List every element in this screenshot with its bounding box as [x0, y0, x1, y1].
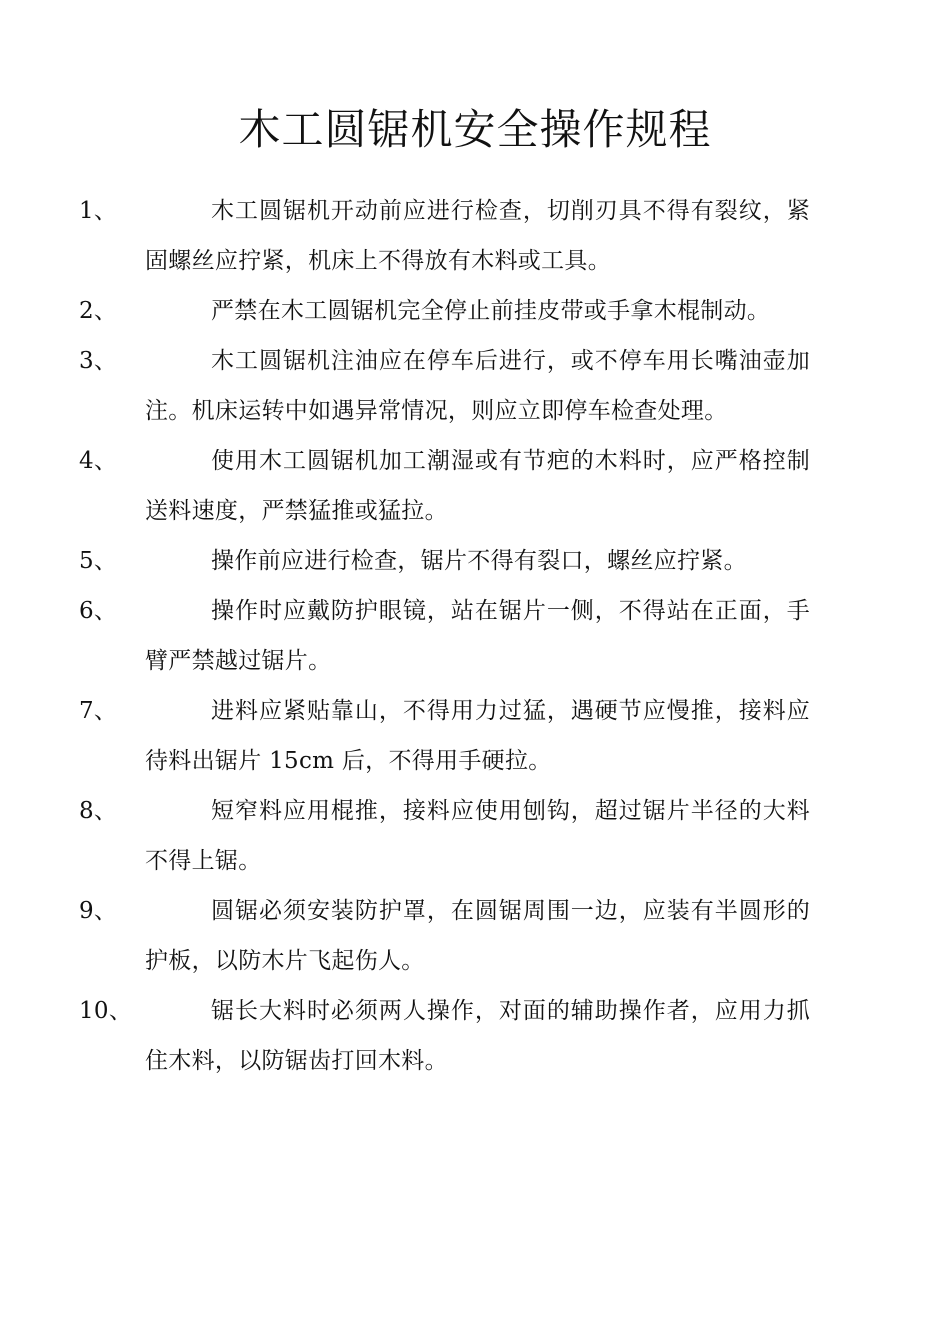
document-title: 木工圆锯机安全操作规程: [238, 105, 712, 154]
rule-number: 2、: [79, 298, 118, 324]
rule-item: [79, 586, 810, 686]
rule-number: 7、: [79, 698, 118, 724]
rule-item: [79, 286, 810, 336]
rule-item: [79, 786, 810, 886]
rule-number: 5、: [79, 548, 118, 574]
rule-number: 3、: [79, 348, 118, 374]
rule-item: [79, 436, 810, 536]
rule-number: 6、: [79, 598, 118, 624]
rule-text: 进料应紧贴靠山，不得用力过猛，遇硬节应慢推，接料应待料出锯片 15cm 后，不得用手硬拉。: [145, 698, 810, 774]
rule-text: 使用木工圆锯机加工潮湿或有节疤的木料时，应严格控制送料速度，严禁猛推或猛拉。: [145, 448, 810, 524]
rule-text: 严禁在木工圆锯机完全停止前挂皮带或手拿木棍制动。: [211, 298, 771, 324]
rule-item: [79, 986, 810, 1086]
rule-number: 4、: [79, 448, 118, 474]
rule-text: 圆锯必须安装防护罩，在圆锯周围一边，应装有半圆形的护板，以防木片飞起伤人。: [145, 898, 810, 974]
rule-number: 1、: [79, 198, 118, 224]
rule-text: 锯长大料时必须两人操作，对面的辅助操作者，应用力抓住木料，以防锯齿打回木料。: [145, 998, 810, 1074]
rule-text: 木工圆锯机注油应在停车后进行，或不停车用长嘴油壶加注。机床运转中如遇异常情况，则应立即停车检查处理。: [145, 348, 810, 424]
rule-item: [79, 536, 810, 586]
rule-item: [79, 336, 810, 436]
rule-text: 木工圆锯机开动前应进行检查，切削刃具不得有裂纹，紧固螺丝应拧紧，机床上不得放有木料或工具。: [145, 198, 810, 274]
rule-number: 10、: [79, 998, 133, 1024]
rule-item: [79, 686, 810, 786]
rule-item: [79, 186, 810, 286]
rule-item: [79, 886, 810, 986]
rules-list: [79, 186, 810, 1086]
rule-text: 操作前应进行检查，锯片不得有裂口，螺丝应拧紧。: [211, 548, 747, 574]
rule-text: 操作时应戴防护眼镜，站在锯片一侧，不得站在正面，手臂严禁越过锯片。: [145, 598, 810, 674]
rule-number: 9、: [79, 898, 118, 924]
rule-number: 8、: [79, 798, 118, 824]
rule-text: 短窄料应用棍推，接料应使用刨钩，超过锯片半径的大料不得上锯。: [145, 798, 810, 874]
